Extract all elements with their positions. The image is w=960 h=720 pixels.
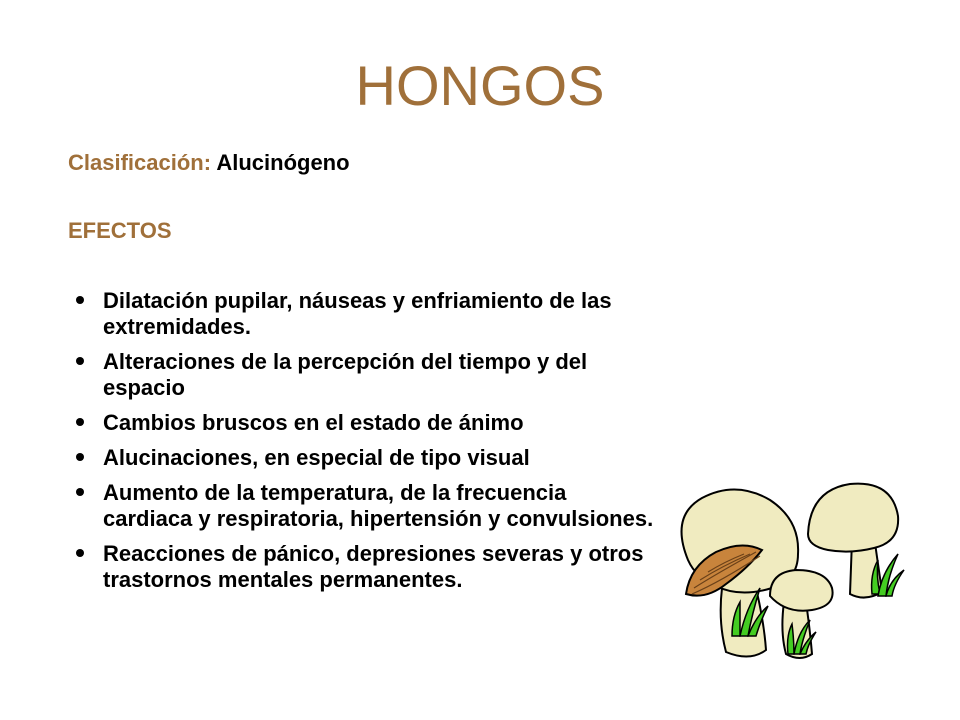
slide-title: HONGOS [355,54,605,117]
effect-text: Dilatación pupilar, náuseas y enfriamiento de las extremidades. [103,288,612,339]
classification-line [68,150,350,176]
effect-text: Aumento de la temperatura, de la frecuencia cardiaca y respiratoria, hipertensión y convulsiones. [103,480,654,531]
effects-list [68,288,658,602]
effects-heading: EFECTOS [68,218,172,243]
effect-item [68,445,658,471]
effect-item [68,349,658,401]
classification-label: Clasificación: [68,150,212,175]
effect-text: Reacciones de pánico, depresiones severas y otros trastornos mentales permanentes. [103,541,644,592]
effect-item [68,541,658,593]
effect-item [68,480,658,532]
effect-text: Alucinaciones, en especial de tipo visual [103,445,530,470]
bullet-icon [76,549,84,557]
bullet-icon [76,357,84,365]
effect-item [68,288,658,340]
bullet-icon [76,418,84,426]
effect-text: Alteraciones de la percepción del tiempo y del espacio [103,349,588,400]
bullet-icon [76,296,84,304]
bullet-icon [76,488,84,496]
bullet-icon [76,453,84,461]
effect-item [68,410,658,436]
classification-value: Alucinógeno [216,150,350,175]
effect-text: Cambios bruscos en el estado de ánimo [103,410,524,435]
mushrooms-icon [660,476,920,666]
